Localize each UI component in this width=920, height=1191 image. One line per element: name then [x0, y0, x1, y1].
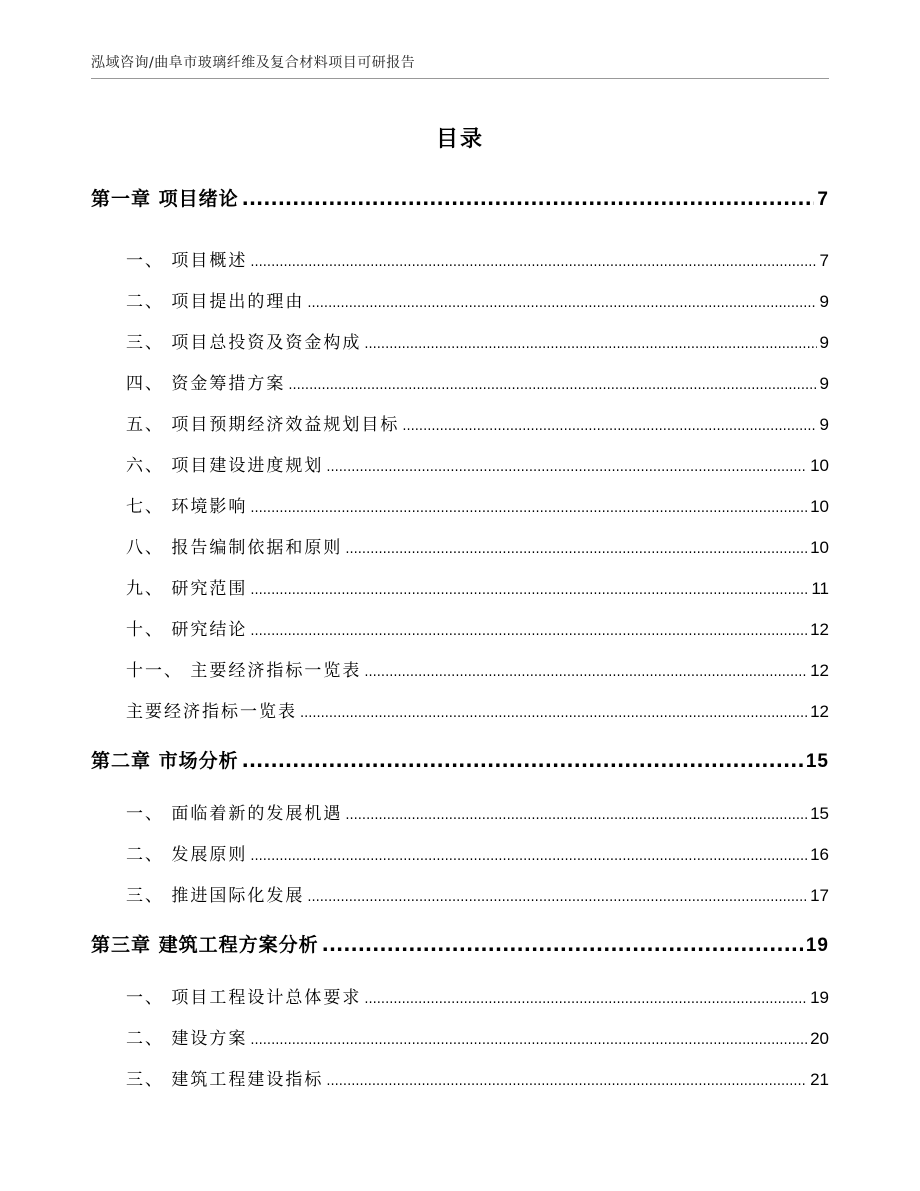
toc-entry[interactable]	[126, 451, 829, 476]
toc-page-number: 9	[819, 415, 829, 434]
toc-entry[interactable]	[126, 656, 829, 681]
dot-leader	[288, 378, 816, 393]
dot-leader	[242, 188, 815, 210]
dot-leader	[326, 460, 807, 475]
toc-label: 第一章 项目绪论	[91, 188, 239, 210]
toc-page-number: 16	[810, 845, 829, 864]
toc-entry[interactable]	[126, 983, 829, 1008]
toc-entry[interactable]	[126, 410, 829, 435]
toc-entry[interactable]	[126, 287, 829, 312]
toc-page-number: 21	[810, 1070, 829, 1089]
toc-chapter-1[interactable]	[91, 184, 829, 211]
toc-entry[interactable]	[126, 246, 829, 271]
toc-page-number: 10	[810, 497, 829, 516]
toc-entry[interactable]	[126, 881, 829, 906]
running-header: 泓域咨询/曲阜市玻璃纤维及复合材料项目可研报告	[91, 55, 416, 71]
toc-label: 六、 项目建设进度规划	[126, 456, 324, 476]
toc-label: 三、 推进国际化发展	[126, 886, 305, 906]
toc-label: 三、 建筑工程建设指标	[126, 1070, 324, 1090]
dot-leader	[402, 419, 816, 434]
toc-label: 七、 环境影响	[126, 497, 248, 517]
toc-page-number: 10	[810, 456, 829, 475]
toc-label: 四、 资金筹措方案	[126, 374, 286, 394]
dot-leader	[345, 542, 807, 557]
toc-label: 九、 研究范围	[126, 579, 248, 599]
toc-page-number: 19	[805, 935, 829, 956]
dot-leader	[250, 501, 807, 516]
toc-entry[interactable]	[126, 1024, 829, 1049]
dot-leader	[326, 1074, 807, 1089]
toc-entry[interactable]	[126, 574, 829, 599]
toc-page-number: 9	[819, 292, 829, 311]
toc-page-number: 12	[810, 661, 829, 680]
dot-leader	[307, 296, 816, 311]
toc-page-number: 15	[805, 751, 829, 772]
toc-label: 一、 项目概述	[126, 251, 248, 271]
toc-page-number: 19	[810, 988, 829, 1007]
toc-entry[interactable]	[126, 840, 829, 865]
toc-page-number: 17	[810, 886, 829, 905]
page-title: 目录	[435, 127, 484, 152]
dot-leader	[364, 992, 807, 1007]
toc-entry[interactable]	[126, 492, 829, 517]
toc-label: 第三章 建筑工程方案分析	[91, 934, 319, 956]
toc-page-number: 7	[819, 251, 829, 270]
dot-leader	[250, 1033, 807, 1048]
dot-leader	[250, 583, 808, 598]
toc-chapter-3[interactable]	[91, 930, 829, 957]
dot-leader	[364, 665, 807, 680]
toc-page-number: 20	[810, 1029, 829, 1048]
toc-label: 八、 报告编制依据和原则	[126, 538, 343, 558]
toc-label: 十、 研究结论	[126, 620, 248, 640]
toc-label: 三、 项目总投资及资金构成	[126, 333, 362, 353]
toc-chapter-2[interactable]	[91, 746, 829, 773]
toc-label: 二、 项目提出的理由	[126, 292, 305, 312]
toc-label: 五、 项目预期经济效益规划目标	[126, 415, 400, 435]
dot-leader	[322, 934, 803, 956]
toc-label: 二、 建设方案	[126, 1029, 248, 1049]
toc-page-number: 9	[819, 374, 829, 393]
toc-entry[interactable]	[126, 697, 829, 722]
dot-leader	[364, 337, 816, 352]
dot-leader	[242, 750, 803, 772]
toc-page-number: 9	[819, 333, 829, 352]
toc-page-number: 10	[810, 538, 829, 557]
dot-leader	[300, 706, 807, 721]
toc-page-number: 11	[811, 579, 829, 598]
toc-entry[interactable]	[126, 533, 829, 558]
toc-entry[interactable]	[126, 799, 829, 824]
toc-label: 十一、 主要经济指标一览表	[126, 661, 362, 681]
dot-leader	[250, 849, 807, 864]
toc-label: 二、 发展原则	[126, 845, 248, 865]
toc-entry[interactable]	[126, 369, 829, 394]
toc-entry[interactable]	[126, 615, 829, 640]
dot-leader	[250, 255, 816, 270]
toc-label: 一、 面临着新的发展机遇	[126, 804, 343, 824]
toc-label: 第二章 市场分析	[91, 750, 239, 772]
dot-leader	[345, 808, 807, 823]
toc-entry[interactable]	[126, 328, 829, 353]
dot-leader	[250, 624, 807, 639]
toc-label: 一、 项目工程设计总体要求	[126, 988, 362, 1008]
toc-label: 主要经济指标一览表	[126, 702, 297, 722]
toc-page-number: 12	[810, 702, 829, 721]
toc-entry[interactable]	[126, 1065, 829, 1090]
toc-page-number: 7	[817, 189, 829, 210]
toc-page-number: 12	[810, 620, 829, 639]
toc-page-number: 15	[810, 804, 829, 823]
dot-leader	[307, 890, 807, 905]
